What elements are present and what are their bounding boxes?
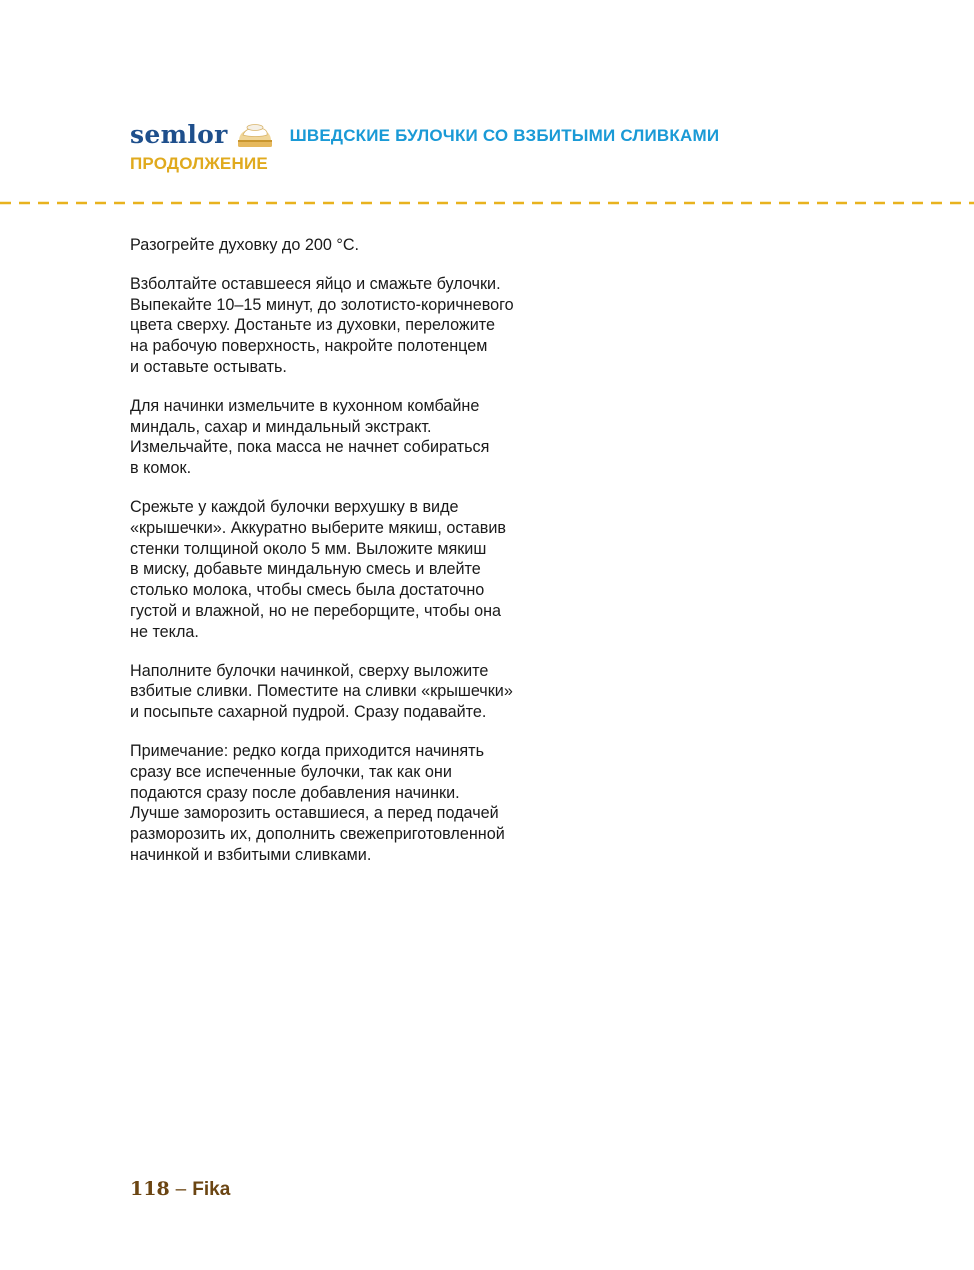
paragraph-line: цвета сверху. Достаньте из духовки, переложите	[130, 316, 496, 335]
continuation-label: ПРОДОЛЖЕНИЕ	[130, 154, 268, 173]
paragraph-line: подаются сразу после добавления начинки.	[130, 783, 460, 802]
paragraph-line: миндаль, сахар и миндальный экстракт.	[130, 417, 432, 436]
paragraph-line: не текла.	[130, 622, 199, 641]
paragraph-line: на рабочую поверхность, накройте полотенцем	[130, 337, 488, 356]
book-title: Fika	[192, 1179, 231, 1200]
paragraph-line: Для начинки измельчите в кухонном комбайне	[130, 396, 480, 415]
paragraph-line: Взболтайте оставшееся яйцо и смажьте булочки.	[130, 274, 501, 293]
paragraph-line: в комок.	[130, 459, 192, 478]
paragraph-line: Срежьте у каждой булочки верхушку в виде	[130, 497, 459, 516]
page-footer	[130, 1176, 230, 1203]
recipe-paragraph	[130, 497, 610, 643]
paragraph-line: разморозить их, дополнить свежеприготовленной	[130, 825, 505, 844]
paragraph-line: «крышечки». Аккуратно выберите мякиш, оставив	[130, 518, 506, 537]
paragraph-line: взбитые сливки. Поместите на сливки «крышечки»	[130, 682, 513, 701]
recipe-title: semlor	[130, 119, 228, 149]
paragraph-line: Лучше заморозить оставшиеся, а перед подачей	[130, 804, 499, 823]
recipe-paragraph	[130, 274, 610, 378]
paragraph-line: и оставьте остывать.	[130, 357, 287, 376]
paragraph-line: начинкой и взбитыми сливками.	[130, 845, 372, 864]
recipe-paragraph	[130, 396, 610, 479]
recipe-header	[130, 118, 910, 176]
paragraph-line: столько молока, чтобы смесь была достаточно	[130, 581, 485, 600]
recipe-paragraph	[130, 235, 610, 256]
paragraph-line: густой и влажной, но не переборщите, чтобы она	[130, 601, 502, 620]
page-number: 118	[130, 1178, 170, 1200]
paragraph-line: Наполните булочки начинкой, сверху выложите	[130, 661, 489, 680]
footer-separator: –	[175, 1179, 187, 1200]
paragraph-line: стенки толщиной около 5 мм. Выложите мякиш	[130, 539, 487, 558]
paragraph-line: Измельчайте, пока масса не начнет собираться	[130, 438, 490, 457]
paragraph-line: сразу все испеченные булочки, так как они	[130, 762, 452, 781]
paragraph-line: Выпекайте 10–15 минут, до золотисто-коричневого	[130, 295, 514, 314]
paragraph-line: и посыпьте сахарной пудрой. Сразу подавайте.	[130, 703, 487, 722]
paragraph-line: в миску, добавьте миндальную смесь и влейте	[130, 560, 481, 579]
bun-icon	[236, 120, 274, 148]
recipe-paragraph	[130, 741, 610, 866]
recipe-steps	[130, 235, 610, 884]
recipe-subtitle: ШВЕДСКИЕ БУЛОЧКИ СО ВЗБИТЫМИ СЛИВКАМИ	[289, 126, 720, 145]
paragraph-line: Разогрейте духовку до 200 °С.	[130, 236, 360, 254]
dashed-divider	[0, 201, 974, 205]
paragraph-line: Примечание: редко когда приходится начинять	[130, 741, 484, 760]
title-row	[130, 118, 910, 150]
recipe-paragraph	[130, 661, 610, 723]
